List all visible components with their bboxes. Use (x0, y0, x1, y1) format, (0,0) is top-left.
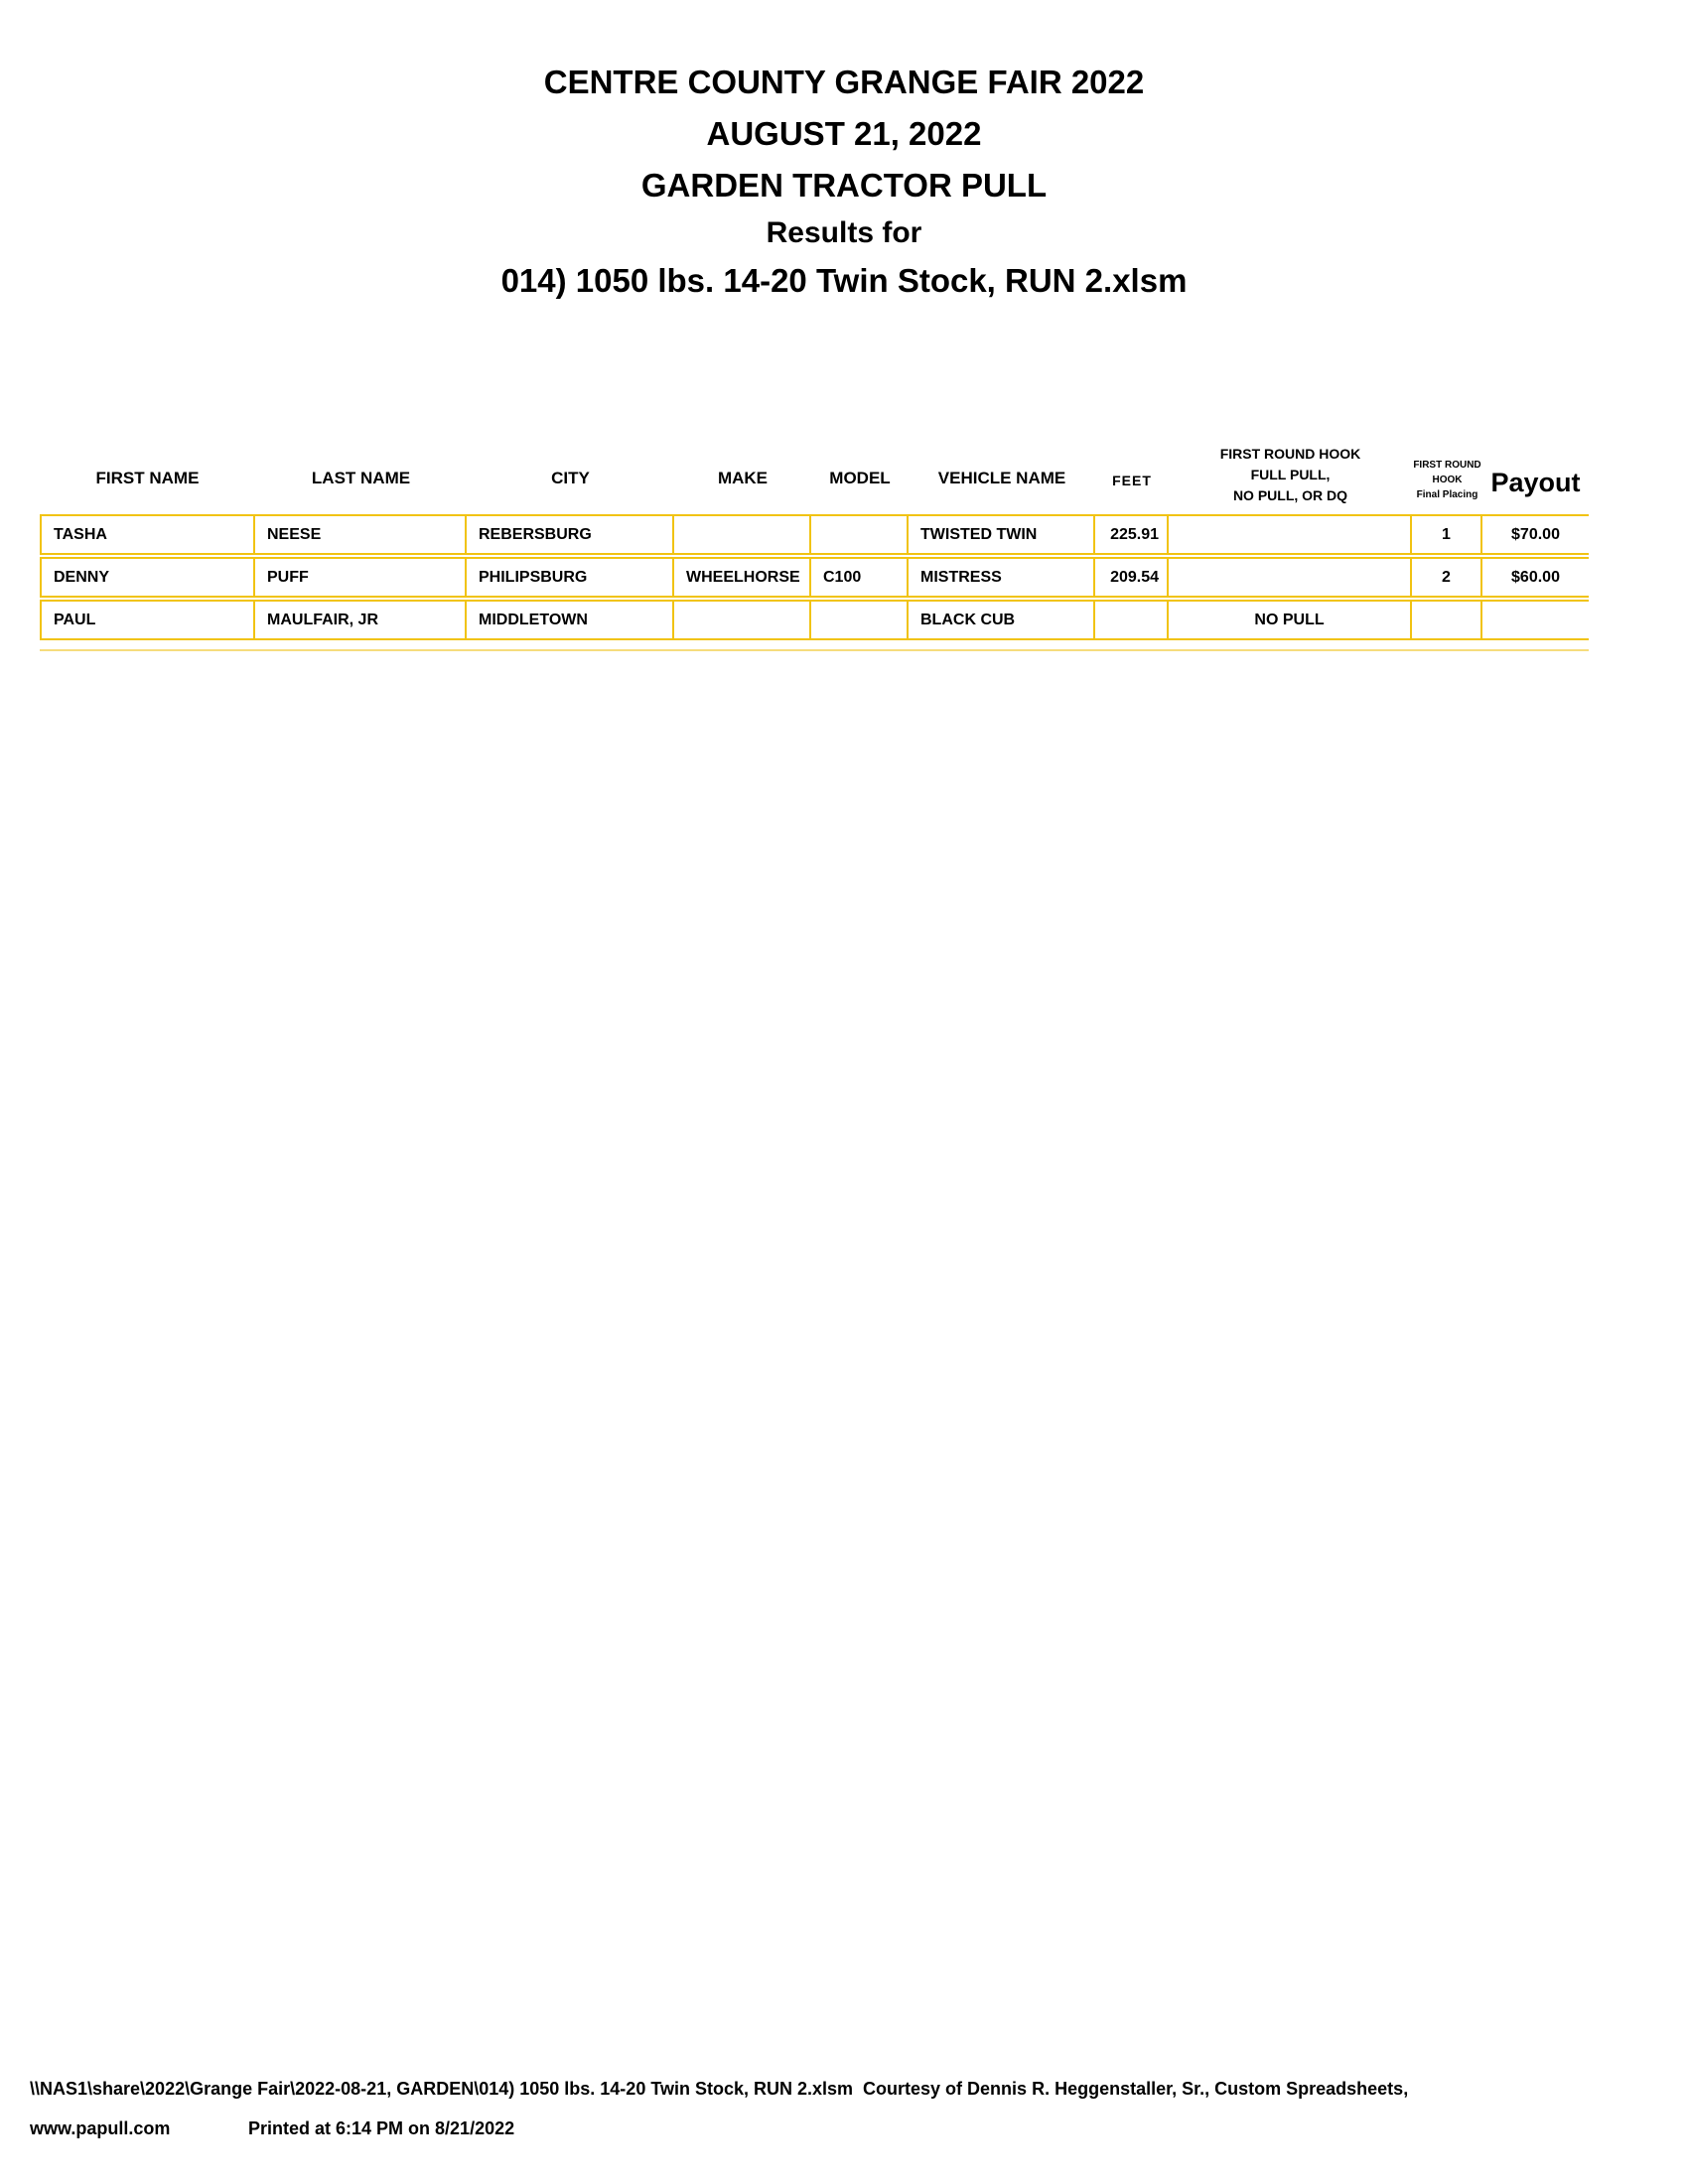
cell-last-name: PUFF (253, 557, 467, 598)
footer-printed-timestamp: Printed at 6:14 PM on 8/21/2022 (248, 2118, 515, 2138)
cell-make (672, 600, 811, 640)
column-header-last-name: LAST NAME (311, 469, 411, 487)
cell-vehicle-name: MISTRESS (907, 557, 1095, 598)
cell-feet: 225.91 (1093, 514, 1169, 555)
event-name: GARDEN TRACTOR PULL (640, 167, 1048, 204)
cell-model: C100 (809, 557, 909, 598)
cell-final-placing: 1 (1410, 514, 1482, 555)
cell-model (809, 600, 909, 640)
class-filename: 014) 1050 lbs. 14-20 Twin Stock, RUN 2.xlsm (500, 262, 1188, 299)
header-line: FULL PULL, (1250, 467, 1331, 482)
header-line: NO PULL, OR DQ (1232, 487, 1348, 503)
column-header-city: CITY (551, 469, 590, 487)
header-line: Final Placing (1416, 489, 1478, 500)
cell-vehicle-name: TWISTED TWIN (907, 514, 1095, 555)
cell-first-name: DENNY (40, 557, 255, 598)
results-for-label: Results for (766, 216, 922, 249)
table-row (40, 557, 1589, 598)
header-line: FIRST ROUND (1413, 460, 1481, 471)
column-header-model: MODEL (829, 469, 891, 487)
footer-website: www.papull.com (30, 2118, 171, 2138)
cell-last-name: NEESE (253, 514, 467, 555)
cell-model (809, 514, 909, 555)
cell-city: PHILIPSBURG (465, 557, 674, 598)
table-row (40, 514, 1589, 555)
cell-first-name: TASHA (40, 514, 255, 555)
cell-city: REBERSBURG (465, 514, 674, 555)
column-header-make: MAKE (717, 469, 769, 487)
results-table (40, 514, 1589, 642)
header-line: FIRST ROUND HOOK (1219, 446, 1361, 462)
cell-final-placing (1410, 600, 1482, 640)
cell-make (672, 514, 811, 555)
cell-last-name: MAULFAIR, JR (253, 600, 467, 640)
table-bottom-accent-line (40, 649, 1589, 651)
cell-payout: $70.00 (1480, 514, 1589, 555)
column-header-first-name: FIRST NAME (95, 469, 200, 487)
footer-file-path: \\NAS1\share\2022\Grange Fair\2022-08-21, GARDEN\014) 1050 lbs. 14-20 Twin Stock, RUN 2.xlsm Courtesy of Dennis R. Heggenstaller, Sr., Custom Spreadsheets, (30, 2079, 1409, 2099)
header-line: HOOK (1432, 475, 1463, 485)
cell-vehicle-name: BLACK CUB (907, 600, 1095, 640)
table-header-row (40, 427, 1589, 514)
page-title: CENTRE COUNTY GRANGE FAIR 2022 (543, 64, 1145, 100)
column-header-payout: Payout (1490, 468, 1581, 497)
cell-hook-result (1167, 514, 1412, 555)
cell-feet: 209.54 (1093, 557, 1169, 598)
cell-feet (1093, 600, 1169, 640)
title-block (0, 63, 1688, 313)
column-header-first-round-hook-result (1169, 444, 1412, 514)
cell-hook-result (1167, 557, 1412, 598)
table-row (40, 600, 1589, 640)
column-header-vehicle-name: VEHICLE NAME (937, 469, 1066, 487)
cell-payout (1480, 600, 1589, 640)
column-header-final-placing (1412, 458, 1482, 514)
footer (30, 2078, 1408, 2139)
cell-first-name: PAUL (40, 600, 255, 640)
column-header-feet: FEET (1112, 473, 1152, 488)
cell-payout: $60.00 (1480, 557, 1589, 598)
event-date: AUGUST 21, 2022 (706, 115, 982, 152)
cell-hook-result: NO PULL (1167, 600, 1412, 640)
cell-city: MIDDLETOWN (465, 600, 674, 640)
cell-final-placing: 2 (1410, 557, 1482, 598)
cell-make: WHEELHORSE (672, 557, 811, 598)
